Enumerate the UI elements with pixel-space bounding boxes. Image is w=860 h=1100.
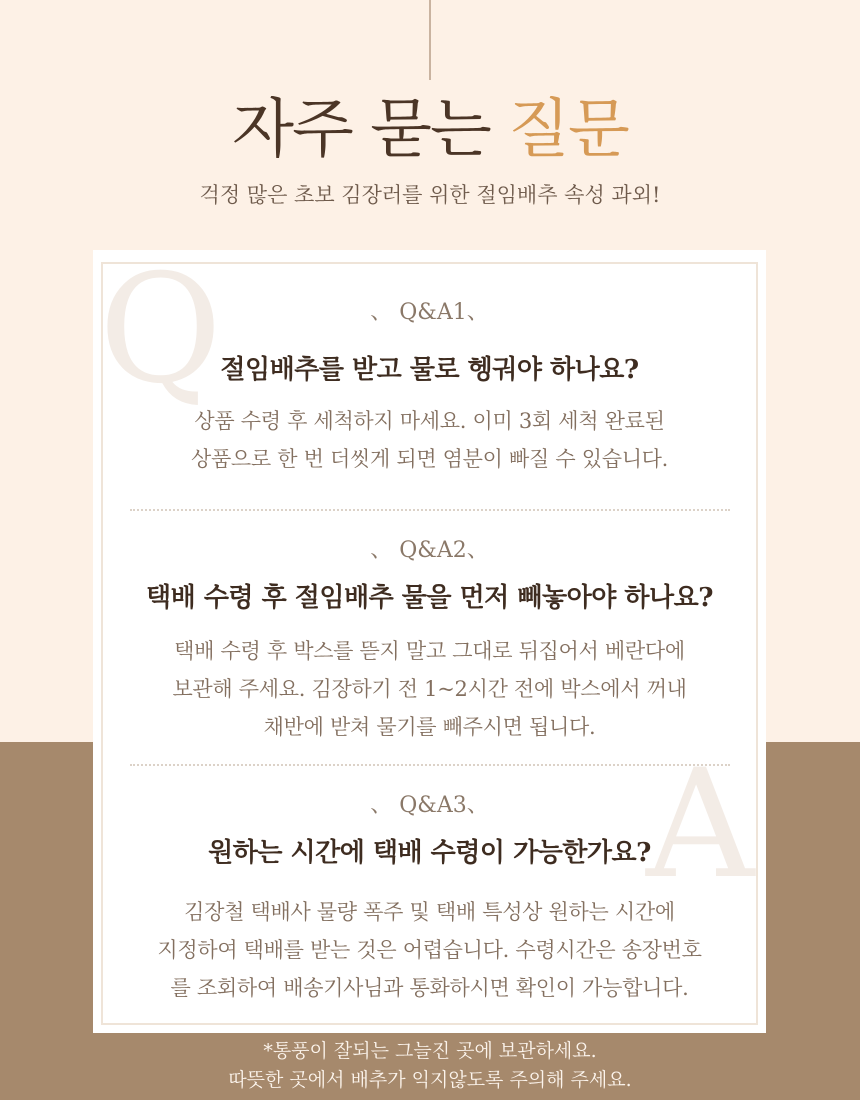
title-accent: 질문: [508, 93, 628, 167]
faq-item-1: [93, 298, 766, 478]
faq-question: 원하는 시간에 택배 수령이 가능한가요?: [208, 838, 651, 868]
faq-item-2: [93, 536, 766, 746]
faq-label: 、 Q&A3、: [370, 793, 489, 818]
faq-answer-line: 지정하여 택배를 받는 것은 어렵습니다. 수령시간은 송장번호: [157, 938, 702, 962]
faq-item-3: [93, 791, 766, 1007]
faq-answer-line: 상품 수령 후 세척하지 마세요. 이미 3회 세척 완료된: [194, 409, 665, 433]
faq-label: 、 Q&A2、: [370, 538, 489, 563]
decorative-a-letter: A: [646, 738, 755, 912]
faq-answer-line: 를 조회하여 배송기사님과 통화하시면 확인이 가능합니다.: [170, 976, 689, 1000]
top-divider-line: [429, 0, 431, 80]
faq-divider: [130, 509, 730, 511]
faq-answer-line: 보관해 주세요. 김장하기 전 1~2시간 전에 박스에서 꺼내: [172, 677, 687, 701]
faq-card: [93, 243, 766, 1033]
footnote-line: 따뜻한 곳에서 배추가 익지않도록 주의해 주세요.: [228, 1069, 632, 1091]
decorative-q-letter: Q: [99, 243, 222, 417]
faq-answer-line: 상품으로 한 번 더씻게 되면 염분이 빠질 수 있습니다.: [190, 447, 669, 471]
faq-answer-line: 채반에 받쳐 물기를 빼주시면 됩니다.: [263, 715, 596, 739]
faq-divider: [130, 764, 730, 766]
faq-answer-line: 택배 수령 후 박스를 뜯지 말고 그대로 뒤집어서 베란다에: [174, 639, 685, 663]
faq-question: 택배 수령 후 절임배추 물을 먼저 빼놓아야 하나요?: [146, 583, 713, 613]
page-subtitle: 걱정 많은 초보 김장러를 위한 절임배추 속성 과외!: [199, 183, 661, 207]
faq-answer-line: 김장철 택배사 물량 폭주 및 택배 특성상 원하는 시간에: [184, 900, 675, 924]
title-main: 자주 묻는: [232, 93, 490, 167]
faq-answer: [93, 893, 766, 1007]
faq-answer: [93, 402, 766, 478]
storage-footnote: [0, 1037, 860, 1095]
footnote-line: *통풍이 잘되는 그늘진 곳에 보관하세요.: [263, 1040, 597, 1062]
page-title: [0, 88, 860, 172]
faq-answer: [93, 632, 766, 746]
faq-question: 절임배추를 받고 물로 헹궈야 하나요?: [220, 355, 639, 385]
faq-label: 、 Q&A1、: [370, 300, 489, 325]
